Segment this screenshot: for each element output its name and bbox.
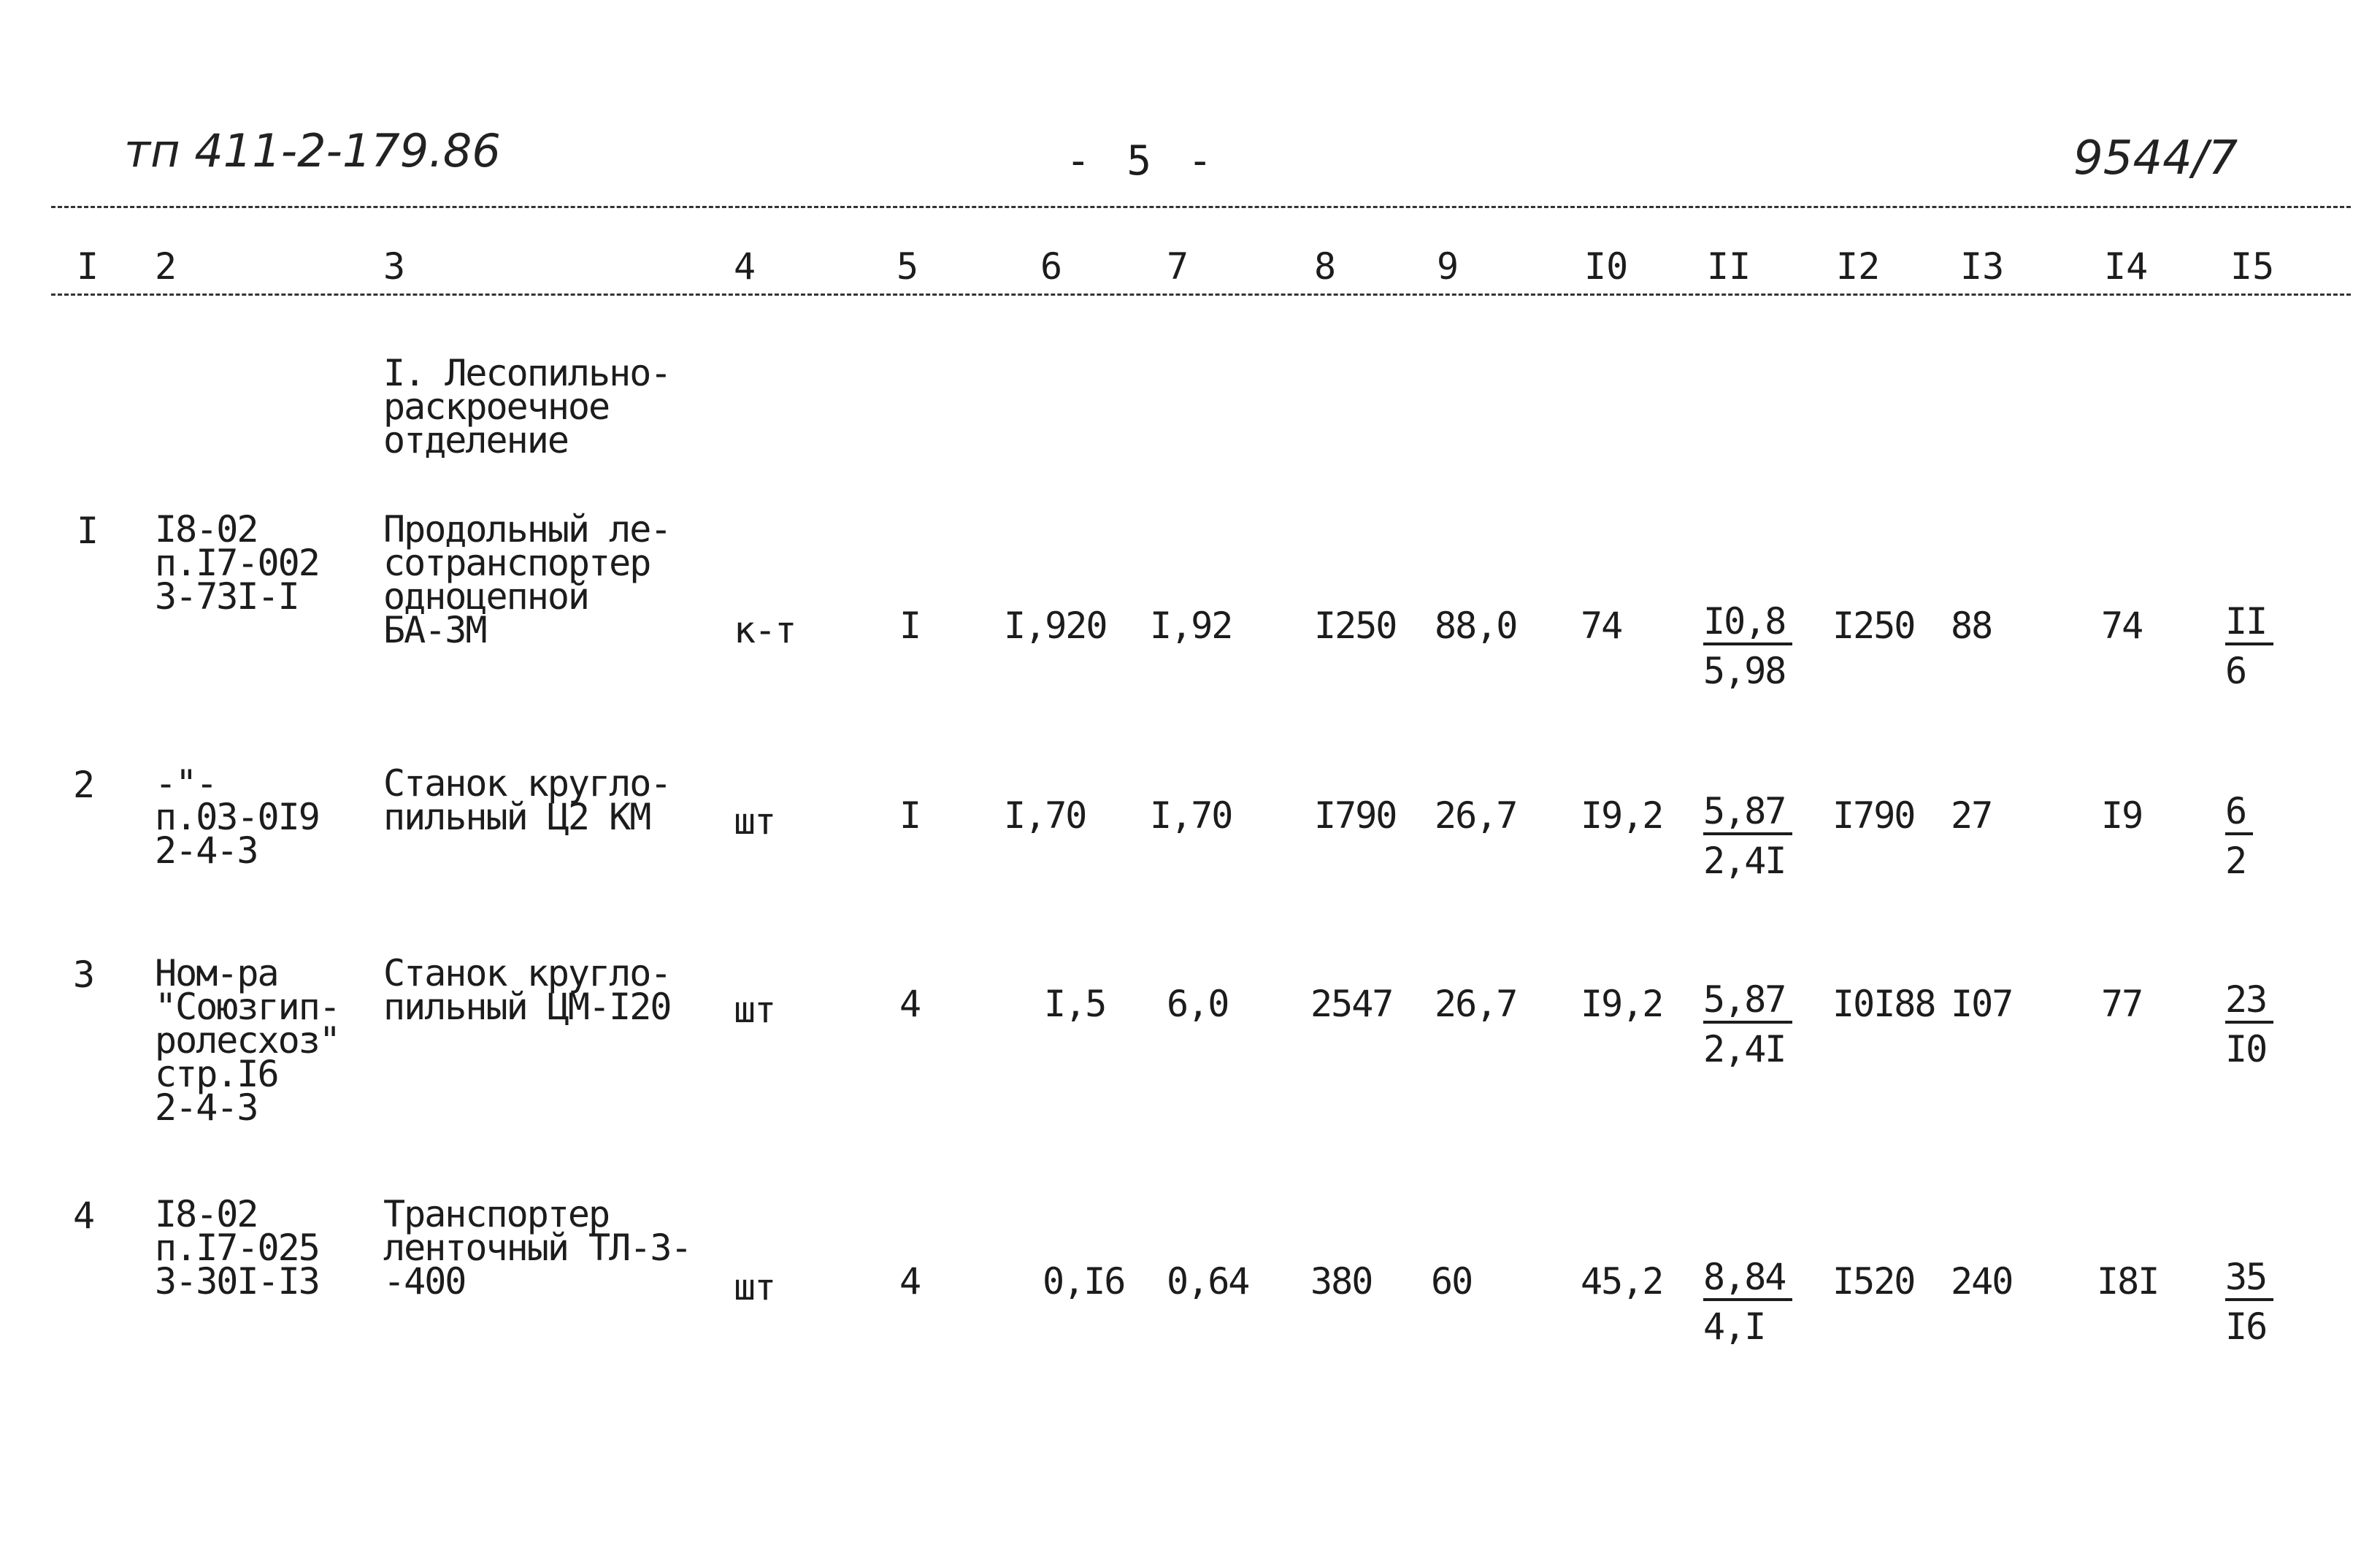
row-qty: 4	[899, 1260, 921, 1303]
row-col11-fraction	[1703, 600, 1792, 692]
row-name: Транспортер ленточный ТЛ-3- -400	[383, 1193, 691, 1303]
fraction-denominator: 2	[2225, 840, 2246, 882]
row-number: 3	[73, 954, 94, 996]
row-col11-fraction	[1703, 978, 1792, 1070]
fraction-numerator: 8,84	[1703, 1259, 1792, 1301]
row-col13: 27	[1951, 794, 1992, 837]
row-col7: 6,0	[1167, 983, 1229, 1025]
column-header: 3	[383, 245, 406, 288]
column-header: I2	[1836, 245, 1881, 288]
column-header: II	[1707, 245, 1751, 288]
row-number: I	[77, 510, 98, 552]
fraction-numerator: 5,87	[1703, 793, 1792, 835]
row-qty: I	[899, 605, 921, 647]
column-header: I	[77, 245, 99, 288]
row-col6: I,70	[1004, 794, 1086, 837]
column-header: 2	[155, 245, 177, 288]
row-name: Станок кругло- пильный ЦМ-I20	[383, 952, 671, 1028]
fraction-denominator: I6	[2225, 1305, 2267, 1348]
row-col13: 88	[1951, 605, 1992, 647]
column-header: 9	[1437, 245, 1459, 288]
row-col13: 240	[1951, 1260, 2013, 1303]
row-code: Ном-ра "Союзгип- ролесхоз" стр.I6 2-4-3	[155, 952, 339, 1129]
row-unit: к-т	[734, 609, 796, 651]
inventory-number: 9544/7	[2073, 131, 2238, 185]
fraction-numerator: 6	[2225, 793, 2253, 835]
row-col14: I9	[2101, 794, 2143, 837]
column-header: 7	[1167, 245, 1189, 288]
document-code: тп 411-2-179.86	[124, 124, 501, 177]
fraction-numerator: 5,87	[1703, 981, 1792, 1024]
top-rule	[51, 206, 2351, 208]
row-col11-fraction	[1703, 790, 1792, 882]
row-col15-fraction	[2225, 790, 2253, 882]
row-number: 4	[73, 1194, 94, 1237]
row-col9: 88,0	[1435, 605, 1517, 647]
row-col14: I8I	[2097, 1260, 2159, 1303]
fraction-denominator: 4,I	[1703, 1305, 1765, 1348]
column-header: 5	[897, 245, 919, 288]
row-name: Станок кругло- пильный Ц2 КМ	[383, 762, 671, 838]
row-col14: 77	[2101, 983, 2143, 1025]
row-col12: I790	[1832, 794, 1915, 837]
row-col7: I,92	[1150, 605, 1232, 647]
row-col6: 0,I6	[1043, 1260, 1125, 1303]
row-name: Продольный ле- сотранспортер одноцепной БА-3М	[383, 508, 671, 651]
row-col9: 60	[1431, 1260, 1473, 1303]
row-col8: 2547	[1310, 983, 1393, 1025]
column-header: I3	[1960, 245, 2005, 288]
row-col13: I07	[1951, 983, 2013, 1025]
row-unit: шт	[734, 1266, 775, 1308]
row-col7: I,70	[1150, 794, 1232, 837]
row-code: -"- п.03-0I9 2-4-3	[155, 762, 319, 872]
fraction-denominator: I0	[2225, 1028, 2267, 1070]
row-code: I8-02 п.I7-002 3-73I-I	[155, 508, 319, 618]
row-col8: I250	[1314, 605, 1397, 647]
row-col8: I790	[1314, 794, 1397, 837]
header-rule	[51, 294, 2351, 296]
row-qty: I	[899, 794, 921, 837]
fraction-denominator: 5,98	[1703, 650, 1786, 692]
fraction-denominator: 2,4I	[1703, 840, 1786, 882]
row-col12: I0I88	[1832, 983, 1935, 1025]
column-header: 4	[734, 245, 756, 288]
section-title: I. Лесопильно- раскроечное отделение	[383, 352, 671, 461]
row-col6: I,5	[1044, 983, 1106, 1025]
row-code: I8-02 п.I7-025 3-30I-I3	[155, 1193, 319, 1303]
row-col9: 26,7	[1435, 794, 1517, 837]
row-col10: I9,2	[1581, 983, 1663, 1025]
row-col9: 26,7	[1435, 983, 1517, 1025]
row-qty: 4	[899, 983, 921, 1025]
row-col12: I520	[1832, 1260, 1915, 1303]
row-col10: 74	[1581, 605, 1622, 647]
column-header: 6	[1040, 245, 1063, 288]
column-header: I5	[2230, 245, 2275, 288]
row-unit: шт	[734, 989, 775, 1031]
column-header: I4	[2104, 245, 2149, 288]
column-header: I0	[1584, 245, 1629, 288]
row-col11-fraction	[1703, 1256, 1792, 1348]
row-col15-fraction	[2225, 600, 2273, 692]
page-number: - 5 -	[1066, 137, 1218, 185]
row-col12: I250	[1832, 605, 1915, 647]
column-header: 8	[1314, 245, 1337, 288]
row-col10: 45,2	[1581, 1260, 1663, 1303]
fraction-numerator: 35	[2225, 1259, 2273, 1301]
row-col15-fraction	[2225, 978, 2273, 1070]
row-col10: I9,2	[1581, 794, 1663, 837]
fraction-denominator: 2,4I	[1703, 1028, 1786, 1070]
row-col14: 74	[2101, 605, 2143, 647]
row-col8: 380	[1310, 1260, 1373, 1303]
row-col15-fraction	[2225, 1256, 2273, 1348]
fraction-numerator: 23	[2225, 981, 2273, 1024]
fraction-denominator: 6	[2225, 650, 2246, 692]
row-col6: I,920	[1004, 605, 1107, 647]
row-col7: 0,64	[1167, 1260, 1249, 1303]
fraction-numerator: I0,8	[1703, 603, 1792, 645]
row-unit: шт	[734, 800, 775, 843]
row-number: 2	[73, 764, 94, 806]
fraction-numerator: II	[2225, 603, 2273, 645]
